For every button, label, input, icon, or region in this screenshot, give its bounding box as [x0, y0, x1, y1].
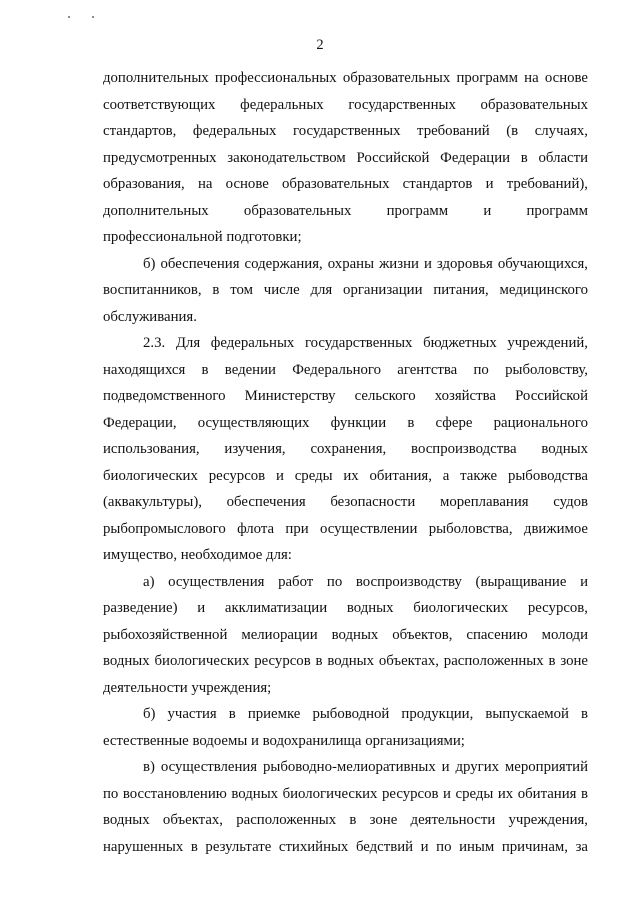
- text-line: водных биологических ресурсов в водных объектах, расположенных в зоне: [103, 653, 588, 669]
- text-line: нарушенных в результате стихийных бедствий и по иным причинам, за: [103, 838, 588, 855]
- text-line: подведомственного Министерству сельского хозяйства Российской: [103, 388, 588, 404]
- scan-speck: [68, 16, 70, 18]
- text-line: разведение) и акклиматизации водных биологических ресурсов,: [103, 600, 588, 616]
- text-line: по восстановлению водных биологических ресурсов и среды их обитания в: [103, 785, 588, 802]
- text-line: (аквакультуры), обеспечения безопасности мореплавания судов: [103, 494, 588, 510]
- text-line: дополнительных профессиональных образовательных программ на основе: [103, 70, 588, 86]
- text-line: водных объектах, расположенных в зоне деятельности учреждения,: [103, 812, 588, 828]
- text-line: естественные водоемы и водохранилища организациями;: [103, 732, 465, 749]
- text-line: биологических ресурсов и среды их обитания, а также рыбоводства: [103, 467, 588, 484]
- text-line: профессиональной подготовки;: [103, 229, 302, 245]
- text-line: рыбохозяйственной мелиорации водных объектов, спасению молоди: [103, 626, 588, 643]
- text-line: имущество, необходимое для:: [103, 547, 292, 563]
- text-line: стандартов, федеральных государственных требований (в случаях,: [103, 123, 588, 139]
- text-line: а) осуществления работ по воспроизводству (выращивание и: [143, 573, 588, 590]
- text-line: воспитанников, в том числе для организации питания, медицинского: [103, 282, 588, 298]
- scan-speck: [92, 16, 94, 18]
- text-line: предусмотренных законодательством Российской Федерации в области: [103, 149, 588, 166]
- text-line: образования, на основе образовательных стандартов и требований),: [103, 176, 588, 192]
- text-line: б) обеспечения содержания, охраны жизни и здоровья обучающихся,: [143, 255, 588, 272]
- text-line: дополнительных образовательных программ и программ: [103, 202, 588, 219]
- page-number: 2: [316, 37, 324, 53]
- text-line: находящихся в ведении Федерального агентства по рыболовству,: [103, 361, 588, 378]
- text-line: обслуживания.: [103, 308, 197, 325]
- text-line: б) участия в приемке рыбоводной продукции, выпускаемой в: [143, 706, 588, 722]
- text-line: деятельности учреждения;: [103, 679, 272, 696]
- text-line: 2.3. Для федеральных государственных бюджетных учреждений,: [143, 335, 588, 351]
- document-body: [103, 65, 588, 860]
- text-line: в) осуществления рыбоводно-мелиоративных и других мероприятий: [143, 759, 588, 775]
- text-line: соответствующих федеральных государственных образовательных: [103, 96, 588, 113]
- text-line: использования, изучения, сохранения, воспроизводства водных: [103, 441, 588, 457]
- text-line: Федерации, осуществляющих функции в сфере рационального: [103, 414, 588, 431]
- text-line: рыбопромыслового флота при осуществлении рыболовства, движимое: [103, 520, 588, 537]
